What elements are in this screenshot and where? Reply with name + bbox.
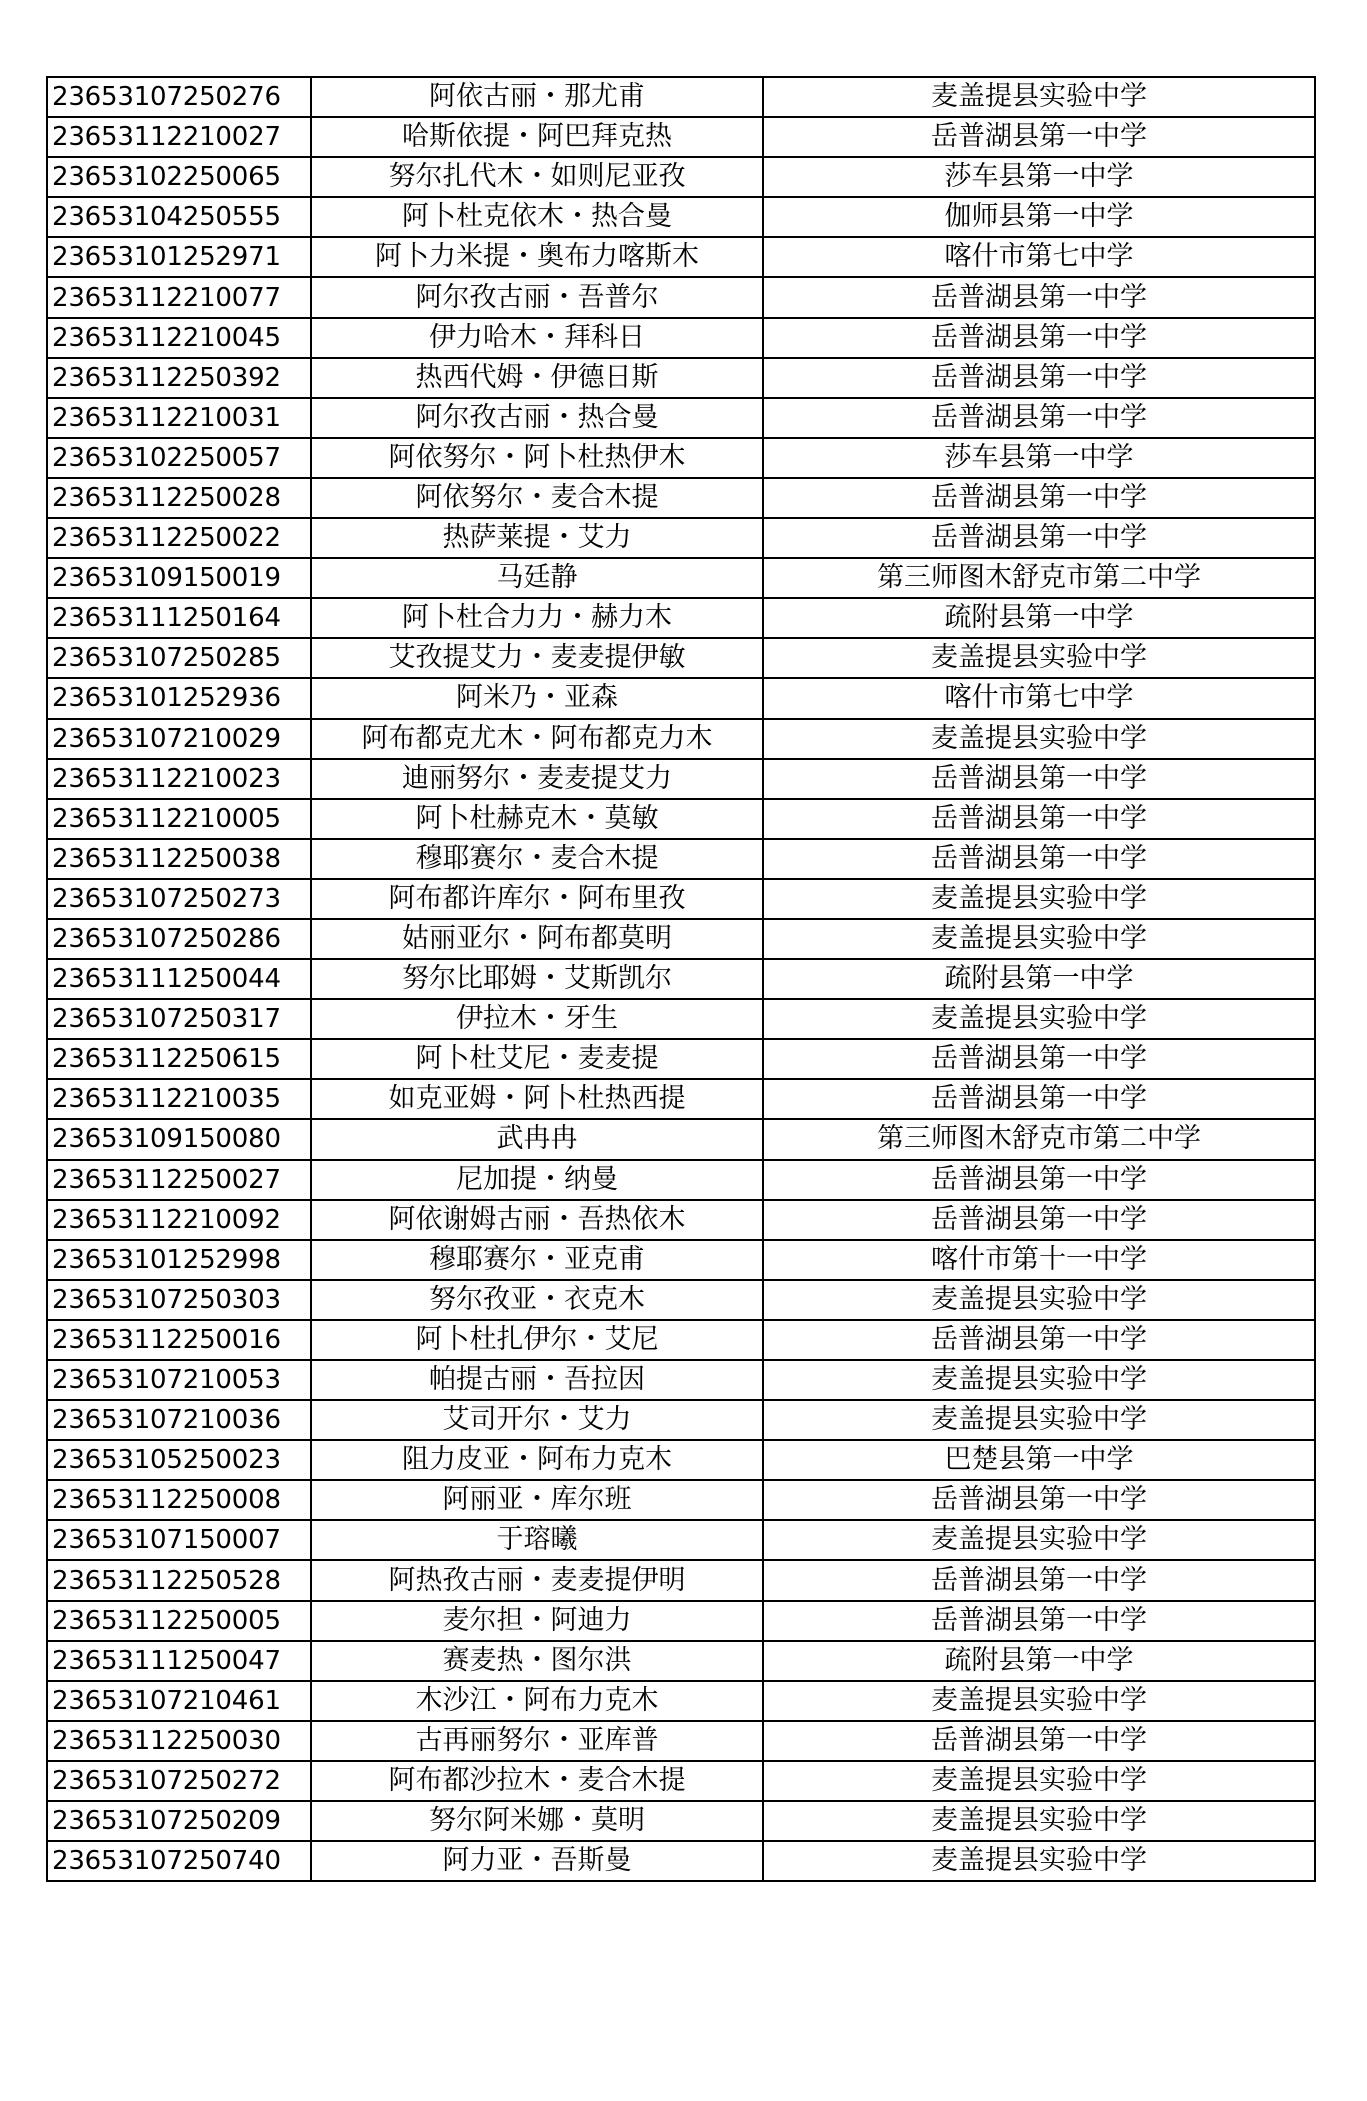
candidate-id-cell: 23653101252971 [47,237,311,277]
school-name-cell: 岳普湖县第一中学 [763,1079,1315,1119]
candidate-id-cell: 23653107210053 [47,1360,311,1400]
candidate-id-cell: 23653111250044 [47,959,311,999]
candidate-id-cell: 23653112250392 [47,358,311,398]
candidate-id-cell: 23653102250065 [47,157,311,197]
school-name-cell: 岳普湖县第一中学 [763,1320,1315,1360]
table-row [47,919,1315,959]
candidate-id-cell: 23653107250303 [47,1280,311,1320]
candidate-id-cell: 23653112250028 [47,478,311,518]
school-name-cell: 第三师图木舒克市第二中学 [763,558,1315,598]
student-name-cell: 迪丽努尔・麦麦提艾力 [311,759,763,799]
table-row [47,1440,1315,1480]
table-row [47,1320,1315,1360]
school-name-cell: 岳普湖县第一中学 [763,318,1315,358]
candidate-id-cell: 23653112250038 [47,839,311,879]
table-row [47,277,1315,317]
table-row [47,1601,1315,1641]
student-name-cell: 赛麦热・图尔洪 [311,1641,763,1681]
candidate-id-cell: 23653105250023 [47,1440,311,1480]
student-name-cell: 阿米乃・亚森 [311,678,763,718]
candidate-id-cell: 23653112210092 [47,1200,311,1240]
candidate-id-cell: 23653104250555 [47,197,311,237]
candidate-id-cell: 23653107250740 [47,1841,311,1881]
school-name-cell: 喀什市第十一中学 [763,1240,1315,1280]
candidate-id-cell: 23653107210461 [47,1681,311,1721]
table-row [47,117,1315,157]
candidate-id-cell: 23653111250164 [47,598,311,638]
table-row [47,598,1315,638]
candidate-id-cell: 23653112250030 [47,1721,311,1761]
candidate-id-cell: 23653112250022 [47,518,311,558]
school-name-cell: 麦盖提县实验中学 [763,919,1315,959]
candidate-id-cell: 23653107250285 [47,638,311,678]
school-name-cell: 岳普湖县第一中学 [763,518,1315,558]
candidate-id-cell: 23653112210045 [47,318,311,358]
student-name-cell: 阿尔孜古丽・热合曼 [311,398,763,438]
school-name-cell: 麦盖提县实验中学 [763,1520,1315,1560]
table-row [47,197,1315,237]
student-name-cell: 阻力皮亚・阿布力克木 [311,1440,763,1480]
student-name-cell: 阿布都沙拉木・麦合木提 [311,1761,763,1801]
school-name-cell: 岳普湖县第一中学 [763,759,1315,799]
table-row [47,1400,1315,1440]
student-name-cell: 帕提古丽・吾拉因 [311,1360,763,1400]
school-name-cell: 麦盖提县实验中学 [763,719,1315,759]
school-name-cell: 麦盖提县实验中学 [763,1280,1315,1320]
candidate-id-cell: 23653107250286 [47,919,311,959]
table-row [47,237,1315,277]
candidate-id-cell: 23653112210023 [47,759,311,799]
candidate-id-cell: 23653101252936 [47,678,311,718]
table-row [47,1721,1315,1761]
table-row [47,1360,1315,1400]
student-name-cell: 阿卜杜合力力・赫力木 [311,598,763,638]
table-row [47,1801,1315,1841]
student-name-cell: 阿依古丽・那尤甫 [311,77,763,117]
table-row [47,1480,1315,1520]
school-name-cell: 莎车县第一中学 [763,157,1315,197]
candidate-id-cell: 23653109150080 [47,1119,311,1159]
school-name-cell: 喀什市第七中学 [763,678,1315,718]
student-name-cell: 阿卜杜克依木・热合曼 [311,197,763,237]
candidate-id-cell: 23653107250209 [47,1801,311,1841]
table-row [47,1280,1315,1320]
table-row [47,959,1315,999]
candidate-id-cell: 23653112250008 [47,1480,311,1520]
table-row [47,879,1315,919]
student-name-cell: 姑丽亚尔・阿布都莫明 [311,919,763,959]
student-name-cell: 努尔比耶姆・艾斯凯尔 [311,959,763,999]
school-name-cell: 巴楚县第一中学 [763,1440,1315,1480]
school-name-cell: 麦盖提县实验中学 [763,879,1315,919]
student-name-cell: 努尔孜亚・衣克木 [311,1280,763,1320]
school-name-cell: 岳普湖县第一中学 [763,839,1315,879]
table-row [47,358,1315,398]
candidate-id-cell: 23653107250272 [47,1761,311,1801]
student-name-cell: 阿尔孜古丽・吾普尔 [311,277,763,317]
school-name-cell: 麦盖提县实验中学 [763,1801,1315,1841]
school-name-cell: 岳普湖县第一中学 [763,358,1315,398]
school-name-cell: 岳普湖县第一中学 [763,1039,1315,1079]
table-row [47,1119,1315,1159]
table-row [47,839,1315,879]
table-row [47,638,1315,678]
table-row [47,1240,1315,1280]
candidate-id-cell: 23653112250615 [47,1039,311,1079]
table-row [47,518,1315,558]
table-row [47,318,1315,358]
school-name-cell: 麦盖提县实验中学 [763,1360,1315,1400]
school-name-cell: 岳普湖县第一中学 [763,277,1315,317]
student-name-cell: 哈斯依提・阿巴拜克热 [311,117,763,157]
table-row [47,157,1315,197]
table-row [47,1039,1315,1079]
table-row [47,999,1315,1039]
student-name-cell: 尼加提・纳曼 [311,1160,763,1200]
student-name-cell: 阿卜杜赫克木・莫敏 [311,799,763,839]
student-name-cell: 穆耶赛尔・亚克甫 [311,1240,763,1280]
school-name-cell: 岳普湖县第一中学 [763,398,1315,438]
table-row [47,1520,1315,1560]
student-name-cell: 阿依努尔・阿卜杜热伊木 [311,438,763,478]
table-row [47,719,1315,759]
student-name-cell: 于瑢曦 [311,1520,763,1560]
student-name-cell: 马廷静 [311,558,763,598]
table-row [47,1560,1315,1600]
school-name-cell: 岳普湖县第一中学 [763,1200,1315,1240]
candidate-id-cell: 23653107250317 [47,999,311,1039]
table-row [47,1761,1315,1801]
table-row [47,678,1315,718]
school-name-cell: 麦盖提县实验中学 [763,1761,1315,1801]
student-name-cell: 阿丽亚・库尔班 [311,1480,763,1520]
school-name-cell: 麦盖提县实验中学 [763,1841,1315,1881]
school-name-cell: 疏附县第一中学 [763,598,1315,638]
candidate-id-cell: 23653107250273 [47,879,311,919]
school-name-cell: 麦盖提县实验中学 [763,999,1315,1039]
school-name-cell: 岳普湖县第一中学 [763,117,1315,157]
table-row [47,1641,1315,1681]
student-name-cell: 阿布都许库尔・阿布里孜 [311,879,763,919]
student-name-cell: 艾司开尔・艾力 [311,1400,763,1440]
student-name-cell: 木沙江・阿布力克木 [311,1681,763,1721]
roster-table-body [47,77,1315,1881]
school-name-cell: 麦盖提县实验中学 [763,1681,1315,1721]
school-name-cell: 麦盖提县实验中学 [763,638,1315,678]
school-name-cell: 岳普湖县第一中学 [763,478,1315,518]
table-row [47,398,1315,438]
school-name-cell: 第三师图木舒克市第二中学 [763,1119,1315,1159]
roster-sheet [46,76,1304,1882]
student-name-cell: 伊力哈木・拜科日 [311,318,763,358]
candidate-id-cell: 23653112210027 [47,117,311,157]
table-row [47,77,1315,117]
school-name-cell: 岳普湖县第一中学 [763,799,1315,839]
candidate-id-cell: 23653112210005 [47,799,311,839]
candidate-id-cell: 23653111250047 [47,1641,311,1681]
student-name-cell: 阿布都克尤木・阿布都克力木 [311,719,763,759]
school-name-cell: 麦盖提县实验中学 [763,1400,1315,1440]
school-name-cell: 麦盖提县实验中学 [763,77,1315,117]
student-name-cell: 热西代姆・伊德日斯 [311,358,763,398]
candidate-id-cell: 23653112250016 [47,1320,311,1360]
table-row [47,759,1315,799]
school-name-cell: 莎车县第一中学 [763,438,1315,478]
candidate-id-cell: 23653112250005 [47,1601,311,1641]
student-name-cell: 阿卜杜艾尼・麦麦提 [311,1039,763,1079]
table-row [47,1200,1315,1240]
school-name-cell: 喀什市第七中学 [763,237,1315,277]
school-name-cell: 伽师县第一中学 [763,197,1315,237]
candidate-id-cell: 23653107210029 [47,719,311,759]
school-name-cell: 岳普湖县第一中学 [763,1560,1315,1600]
table-row [47,478,1315,518]
table-row [47,1681,1315,1721]
table-row [47,799,1315,839]
candidate-id-cell: 23653107210036 [47,1400,311,1440]
table-row [47,1841,1315,1881]
student-name-cell: 努尔扎代木・如则尼亚孜 [311,157,763,197]
student-name-cell: 武冉冉 [311,1119,763,1159]
school-name-cell: 疏附县第一中学 [763,1641,1315,1681]
roster-table [46,76,1316,1882]
table-row [47,558,1315,598]
candidate-id-cell: 23653107150007 [47,1520,311,1560]
student-name-cell: 阿卜杜扎伊尔・艾尼 [311,1320,763,1360]
candidate-id-cell: 23653107250276 [47,77,311,117]
student-name-cell: 阿依努尔・麦合木提 [311,478,763,518]
student-name-cell: 阿力亚・吾斯曼 [311,1841,763,1881]
candidate-id-cell: 23653112210077 [47,277,311,317]
candidate-id-cell: 23653101252998 [47,1240,311,1280]
candidate-id-cell: 23653102250057 [47,438,311,478]
table-row [47,438,1315,478]
student-name-cell: 阿热孜古丽・麦麦提伊明 [311,1560,763,1600]
school-name-cell: 岳普湖县第一中学 [763,1160,1315,1200]
candidate-id-cell: 23653112210031 [47,398,311,438]
school-name-cell: 岳普湖县第一中学 [763,1480,1315,1520]
student-name-cell: 麦尔担・阿迪力 [311,1601,763,1641]
student-name-cell: 如克亚姆・阿卜杜热西提 [311,1079,763,1119]
student-name-cell: 艾孜提艾力・麦麦提伊敏 [311,638,763,678]
student-name-cell: 古再丽努尔・亚库普 [311,1721,763,1761]
student-name-cell: 阿依谢姆古丽・吾热依木 [311,1200,763,1240]
student-name-cell: 阿卜力米提・奥布力喀斯木 [311,237,763,277]
table-row [47,1079,1315,1119]
school-name-cell: 疏附县第一中学 [763,959,1315,999]
candidate-id-cell: 23653112250528 [47,1560,311,1600]
student-name-cell: 穆耶赛尔・麦合木提 [311,839,763,879]
student-name-cell: 热萨莱提・艾力 [311,518,763,558]
student-name-cell: 伊拉木・牙生 [311,999,763,1039]
school-name-cell: 岳普湖县第一中学 [763,1601,1315,1641]
student-name-cell: 努尔阿米娜・莫明 [311,1801,763,1841]
candidate-id-cell: 23653112210035 [47,1079,311,1119]
table-row [47,1160,1315,1200]
candidate-id-cell: 23653112250027 [47,1160,311,1200]
candidate-id-cell: 23653109150019 [47,558,311,598]
school-name-cell: 岳普湖县第一中学 [763,1721,1315,1761]
